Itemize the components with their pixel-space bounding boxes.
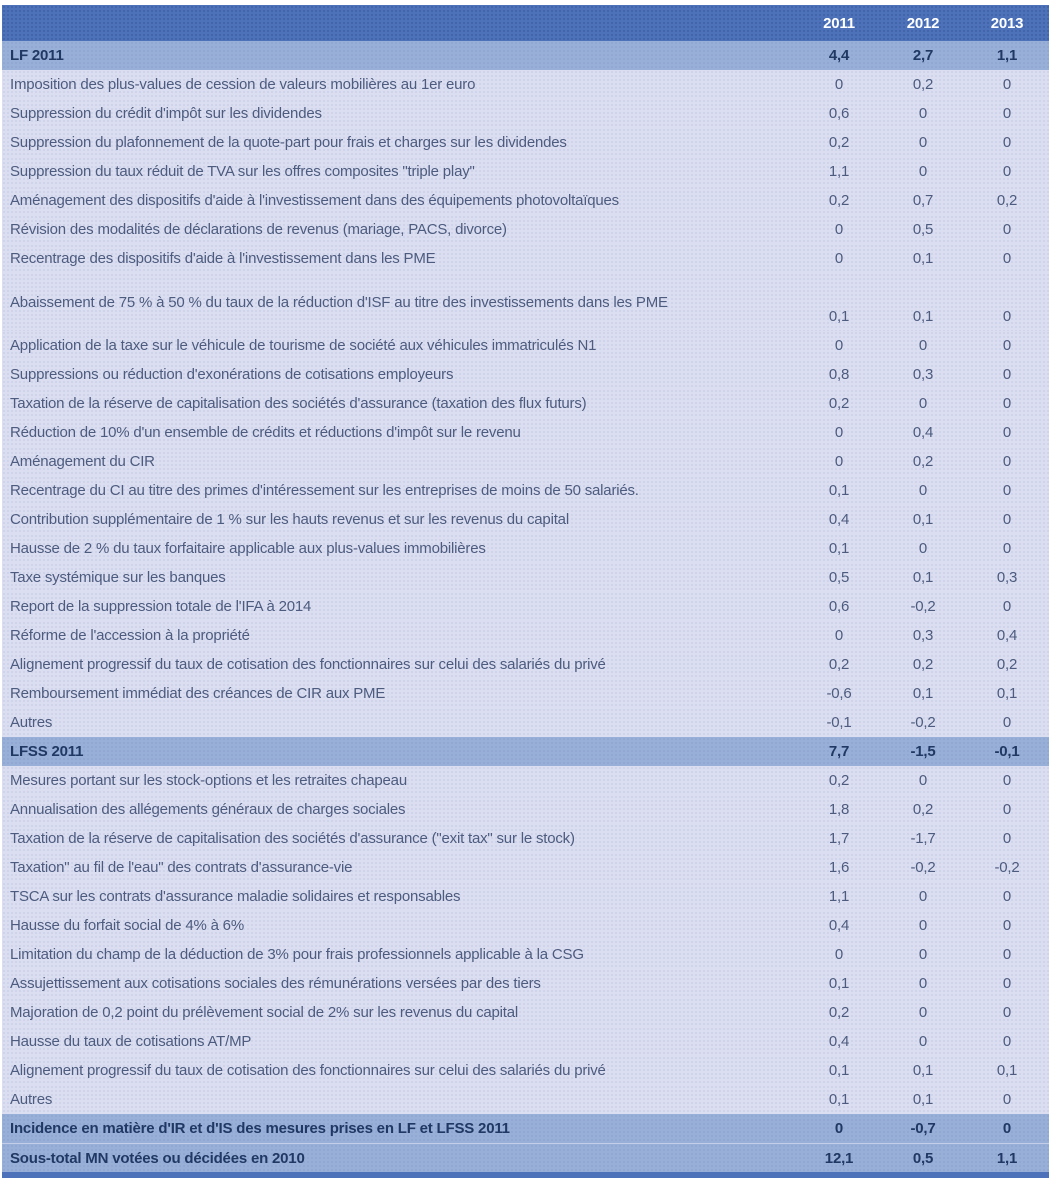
value-cell: 0,3 [912, 627, 934, 644]
value-cell: 0,2 [996, 192, 1018, 209]
value-cell: 1,6 [828, 859, 850, 876]
value-cell: 0 [1002, 830, 1012, 847]
value-cell: 0 [834, 250, 844, 267]
table-body [2, 41, 1049, 1172]
row-label: Autres [10, 1091, 53, 1108]
total-row [2, 1143, 1049, 1172]
value-cell: -0,7 [910, 1120, 936, 1137]
value-cell: 0,1 [828, 482, 850, 499]
table-row [2, 650, 1049, 679]
row-label: Sous-total MN votées ou décidées en 2010 [10, 1149, 305, 1167]
value-cell: 0 [834, 453, 844, 470]
value-cell: 0,1 [912, 511, 934, 528]
table-row [2, 882, 1049, 911]
value-cell: 0 [1002, 888, 1012, 905]
value-cell: 0 [918, 540, 928, 557]
table-row [2, 476, 1049, 505]
value-cell: 0 [834, 1120, 844, 1137]
value-cell: 1,1 [828, 888, 850, 905]
value-cell: 0 [918, 917, 928, 934]
row-label: LF 2011 [10, 47, 64, 64]
value-cell: 0,1 [996, 685, 1018, 702]
value-cell: -0,2 [910, 714, 936, 731]
value-cell: -1,7 [910, 830, 936, 847]
table-row [2, 505, 1049, 534]
value-cell: 0,6 [828, 105, 850, 122]
value-cell: 0 [918, 337, 928, 354]
value-cell: 0,1 [912, 250, 934, 267]
value-cell: 0 [1002, 163, 1012, 180]
value-cell: -0,6 [826, 685, 852, 702]
value-cell: 0 [1002, 511, 1012, 528]
row-label: Recentrage du CI au titre des primes d'intéressement sur les entreprises de moins de 50 salariés. [10, 482, 639, 499]
table-row [2, 998, 1049, 1027]
tax-measures-table [2, 5, 1049, 1178]
value-cell: 0,4 [828, 511, 850, 528]
row-label: Report de la suppression totale de l'IFA à 2014 [10, 598, 312, 615]
value-cell: 1,8 [828, 801, 850, 818]
value-cell: 4,4 [828, 47, 850, 64]
column-header-2013: 2013 [990, 14, 1024, 32]
row-label: Réduction de 10% d'un ensemble de crédits et réductions d'impôt sur le revenu [10, 424, 521, 441]
row-label: Limitation du champ de la déduction de 3% pour frais professionnels applicable à la CSG [10, 946, 584, 963]
table-row [2, 708, 1049, 737]
table-row [2, 592, 1049, 621]
value-cell: 0 [918, 1004, 928, 1021]
value-cell: 0 [834, 424, 844, 441]
row-label: Assujettissement aux cotisations sociales des rémunérations versées par des tiers [10, 975, 541, 992]
table-row [2, 853, 1049, 882]
table-row [2, 1056, 1049, 1085]
row-label: Suppressions ou réduction d'exonérations de cotisations employeurs [10, 366, 454, 383]
value-cell: 0,1 [828, 975, 850, 992]
value-cell: 0,2 [912, 76, 934, 93]
table-row [2, 1085, 1049, 1114]
value-cell: 0 [918, 888, 928, 905]
value-cell: 0,4 [996, 627, 1018, 644]
value-cell: 0 [834, 337, 844, 354]
value-cell: 0 [1002, 424, 1012, 441]
value-cell: 0,4 [828, 1033, 850, 1050]
row-label: Hausse du taux de cotisations AT/MP [10, 1033, 252, 1050]
value-cell: 0 [1002, 946, 1012, 963]
value-cell: 0,2 [828, 134, 850, 151]
table-row [2, 563, 1049, 592]
value-cell: 0 [1002, 308, 1012, 325]
row-label: Recentrage des dispositifs d'aide à l'investissement dans les PME [10, 250, 436, 267]
value-cell: 0,8 [828, 366, 850, 383]
table-row [2, 215, 1049, 244]
row-label: Réforme de l'accession à la propriété [10, 627, 250, 644]
row-label: Aménagement du CIR [10, 453, 155, 470]
table-row [2, 186, 1049, 215]
value-cell: 0 [1002, 105, 1012, 122]
row-label: Révision des modalités de déclarations de revenus (mariage, PACS, divorce) [10, 221, 507, 238]
row-label: Contribution supplémentaire de 1 % sur les hauts revenus et sur les revenus du capital [10, 511, 569, 528]
value-cell: 0 [1002, 1120, 1012, 1137]
row-label: TSCA sur les contrats d'assurance maladie solidaires et responsables [10, 888, 461, 905]
row-label: Suppression du taux réduit de TVA sur les offres composites "triple play" [10, 163, 475, 180]
table-row [2, 389, 1049, 418]
total-row [2, 1114, 1049, 1143]
value-cell: 0 [918, 975, 928, 992]
value-cell: 0,2 [912, 656, 934, 673]
value-cell: 0 [1002, 1033, 1012, 1050]
table-row [2, 969, 1049, 998]
value-cell: 0 [1002, 482, 1012, 499]
value-cell: 0 [834, 221, 844, 238]
value-cell: 1,7 [828, 830, 850, 847]
value-cell: 0 [918, 395, 928, 412]
value-cell: 0 [1002, 1091, 1012, 1108]
row-label: Remboursement immédiat des créances de CIR aux PME [10, 685, 386, 702]
table-row [2, 766, 1049, 795]
value-cell: 0,1 [828, 540, 850, 557]
value-cell: 0,5 [912, 1149, 934, 1167]
value-cell: 0 [1002, 598, 1012, 615]
value-cell: 0,6 [828, 598, 850, 615]
table-row [2, 940, 1049, 969]
value-cell: 0,2 [912, 801, 934, 818]
row-label: Alignement progressif du taux de cotisation des fonctionnaires sur celui des salariés du privé [10, 1062, 606, 1079]
value-cell: 0 [1002, 801, 1012, 818]
value-cell: 0,2 [828, 395, 850, 412]
row-label: Majoration de 0,2 point du prélèvement social de 2% sur les revenus du capital [10, 1004, 519, 1021]
value-cell: 0 [1002, 714, 1012, 731]
row-label: Suppression du plafonnement de la quote-part pour frais et charges sur les dividendes [10, 134, 567, 151]
value-cell: 0 [918, 946, 928, 963]
value-cell: 0 [918, 1033, 928, 1050]
row-label: Incidence en matière d'IR et d'IS des mesures prises en LF et LFSS 2011 [10, 1120, 510, 1137]
value-cell: 1,1 [996, 47, 1018, 64]
row-label: Abaissement de 75 % à 50 % du taux de la réduction d'ISF au titre des investissements dans les PME [10, 293, 668, 311]
value-cell: 1,1 [996, 1149, 1018, 1167]
value-cell: 0,2 [828, 192, 850, 209]
table-row [2, 447, 1049, 476]
value-cell: 0,4 [828, 917, 850, 934]
value-cell: 0,2 [828, 772, 850, 789]
row-label: Autres [10, 714, 53, 731]
value-cell: 2,7 [912, 47, 934, 64]
value-cell: 0,1 [828, 1091, 850, 1108]
table-row [2, 273, 1049, 331]
table-row [2, 244, 1049, 273]
row-label: Taxation" au fil de l'eau" des contrats d'assurance-vie [10, 859, 353, 876]
row-label: Hausse du forfait social de 4% à 6% [10, 917, 244, 934]
row-label: Taxation de la réserve de capitalisation des sociétés d'assurance ("exit tax" sur le stock) [10, 830, 575, 847]
row-label: Taxation de la réserve de capitalisation des sociétés d'assurance (taxation des flux futurs) [10, 395, 587, 412]
value-cell: -0,2 [994, 859, 1020, 876]
value-cell: 0,3 [912, 366, 934, 383]
table-row [2, 911, 1049, 940]
column-header-2012: 2012 [906, 14, 940, 32]
table-row [2, 795, 1049, 824]
value-cell: -0,2 [910, 598, 936, 615]
table-row [2, 534, 1049, 563]
value-cell: 0,3 [996, 569, 1018, 586]
row-label: Taxe systémique sur les banques [10, 569, 226, 586]
table-row [2, 99, 1049, 128]
value-cell: 1,1 [828, 163, 850, 180]
row-label: Imposition des plus-values de cession de valeurs mobilières au 1er euro [10, 76, 476, 93]
row-label: Alignement progressif du taux de cotisation des fonctionnaires sur celui des salariés du privé [10, 656, 606, 673]
table-row [2, 1027, 1049, 1056]
row-label: Aménagement des dispositifs d'aide à l'investissement dans des équipements photovoltaïques [10, 192, 619, 209]
table-bottom-border [2, 1172, 1049, 1178]
value-cell: 0 [1002, 453, 1012, 470]
value-cell: 0 [1002, 540, 1012, 557]
value-cell: 0 [918, 105, 928, 122]
value-cell: 0 [1002, 366, 1012, 383]
column-header-2011: 2011 [823, 14, 855, 32]
value-cell: 0,1 [912, 1062, 934, 1079]
value-cell: 0 [1002, 395, 1012, 412]
value-cell: 0 [918, 772, 928, 789]
value-cell: 0 [834, 627, 844, 644]
table-row [2, 128, 1049, 157]
value-cell: 0 [1002, 1004, 1012, 1021]
year-header-label-spacer [2, 5, 797, 41]
table-row [2, 157, 1049, 186]
value-cell: -0,1 [826, 714, 852, 731]
year-header-row [2, 5, 1049, 41]
value-cell: 0,1 [912, 1091, 934, 1108]
value-cell: 7,7 [828, 743, 850, 760]
value-cell: 0 [834, 76, 844, 93]
value-cell: 0,1 [828, 308, 850, 325]
value-cell: 0 [1002, 76, 1012, 93]
value-cell: 0,7 [912, 192, 934, 209]
table-row [2, 824, 1049, 853]
value-cell: 0 [1002, 250, 1012, 267]
section-row [2, 737, 1049, 766]
value-cell: 0 [1002, 221, 1012, 238]
value-cell: 0,4 [912, 424, 934, 441]
value-cell: 0,2 [828, 656, 850, 673]
row-label: Suppression du crédit d'impôt sur les dividendes [10, 105, 322, 122]
value-cell: 0 [1002, 134, 1012, 151]
table-row [2, 331, 1049, 360]
value-cell: -1,5 [910, 743, 936, 760]
value-cell: -0,1 [994, 743, 1020, 760]
value-cell: 0 [918, 163, 928, 180]
value-cell: 0 [918, 134, 928, 151]
table-row [2, 70, 1049, 99]
value-cell: 12,1 [824, 1149, 854, 1167]
value-cell: 0,5 [828, 569, 850, 586]
value-cell: 0 [1002, 917, 1012, 934]
table-row [2, 418, 1049, 447]
row-label: Mesures portant sur les stock-options et les retraites chapeau [10, 772, 407, 789]
value-cell: 0 [918, 482, 928, 499]
row-label: Application de la taxe sur le véhicule de tourisme de société aux véhicules immatriculés N1 [10, 337, 597, 354]
value-cell: 0 [1002, 337, 1012, 354]
value-cell: 0 [834, 946, 844, 963]
value-cell: 0,2 [828, 1004, 850, 1021]
value-cell: 0 [1002, 772, 1012, 789]
table-row [2, 679, 1049, 708]
row-label: Annualisation des allégements généraux de charges sociales [10, 801, 406, 818]
row-label: Hausse de 2 % du taux forfaitaire applicable aux plus-values immobilières [10, 540, 486, 557]
table-row [2, 360, 1049, 389]
value-cell: 0,1 [912, 308, 934, 325]
value-cell: 0 [1002, 975, 1012, 992]
value-cell: 0,1 [912, 685, 934, 702]
value-cell: 0,2 [996, 656, 1018, 673]
value-cell: 0,1 [996, 1062, 1018, 1079]
value-cell: 0,1 [828, 1062, 850, 1079]
row-label: LFSS 2011 [10, 743, 84, 760]
value-cell: 0,2 [912, 453, 934, 470]
value-cell: 0,5 [912, 221, 934, 238]
value-cell: -0,2 [910, 859, 936, 876]
table-row [2, 621, 1049, 650]
value-cell: 0,1 [912, 569, 934, 586]
section-row [2, 41, 1049, 70]
